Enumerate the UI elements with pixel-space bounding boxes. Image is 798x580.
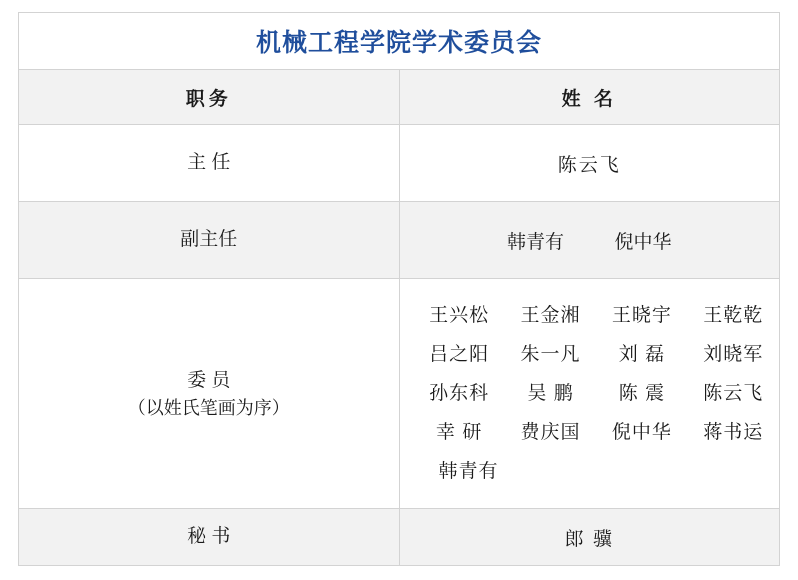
member-name: 王兴松 — [429, 305, 490, 327]
role-note-members: （以姓氏笔画为序） — [127, 398, 290, 419]
members-grid-row — [400, 375, 780, 414]
member-name: 陈云飞 — [703, 383, 764, 405]
members-grid-row — [400, 414, 780, 453]
header-role-label: 职务 — [185, 88, 232, 110]
header-name-cell — [399, 70, 780, 125]
member-name: 韩青有 — [438, 460, 499, 482]
name-vice-chair-1: 韩青有 — [506, 231, 564, 253]
table-title-row — [19, 13, 780, 70]
names-cell-chair — [399, 125, 780, 202]
member-name: 刘 磊 — [618, 344, 666, 366]
member-name: 王乾乾 — [703, 305, 764, 327]
member-name: 吕之阳 — [429, 344, 490, 366]
name-secretary: 郎 骥 — [564, 528, 614, 550]
members-grid-row — [400, 336, 780, 375]
member-name: 倪中华 — [611, 421, 672, 443]
member-name: 蒋书运 — [703, 421, 764, 443]
role-label-members: 委 员 — [187, 369, 231, 391]
name-vice-chair-2: 倪中华 — [614, 231, 672, 253]
member-name: 陈 震 — [618, 383, 666, 405]
members-grid-row — [400, 453, 780, 492]
member-name: 孙东科 — [429, 383, 490, 405]
member-name: 费庆国 — [520, 421, 581, 443]
role-cell-vice-chair — [19, 202, 400, 279]
role-label-vice-chair: 副主任 — [180, 229, 238, 251]
table-title-cell — [19, 13, 780, 70]
header-role-cell — [19, 70, 400, 125]
role-cell-members — [19, 279, 400, 509]
member-name: 刘晓军 — [703, 344, 764, 366]
table-header-row — [19, 70, 780, 125]
role-cell-secretary — [19, 509, 400, 566]
names-cell-vice-chair — [399, 202, 780, 279]
member-name: 朱一凡 — [520, 344, 581, 366]
members-grid — [400, 287, 780, 500]
table-row — [19, 125, 780, 202]
role-label-chair: 主 任 — [187, 152, 231, 174]
table-row — [19, 202, 780, 279]
table-row — [19, 279, 780, 509]
member-name: 吴 鹏 — [527, 383, 574, 405]
names-cell-secretary — [399, 509, 780, 566]
page-title: 机械工程学院学术委员会 — [255, 29, 542, 57]
role-cell-chair — [19, 125, 400, 202]
name-chair: 陈云飞 — [557, 154, 621, 176]
member-name: 幸 研 — [436, 421, 483, 443]
committee-table — [18, 12, 780, 566]
header-name-label: 姓 名 — [561, 88, 617, 110]
role-label-secretary: 秘 书 — [187, 526, 231, 548]
member-name: 王金湘 — [520, 305, 581, 327]
names-cell-members — [399, 279, 780, 509]
members-grid-row — [400, 297, 780, 336]
member-name: 王晓宇 — [611, 305, 672, 327]
table-row — [19, 509, 780, 566]
